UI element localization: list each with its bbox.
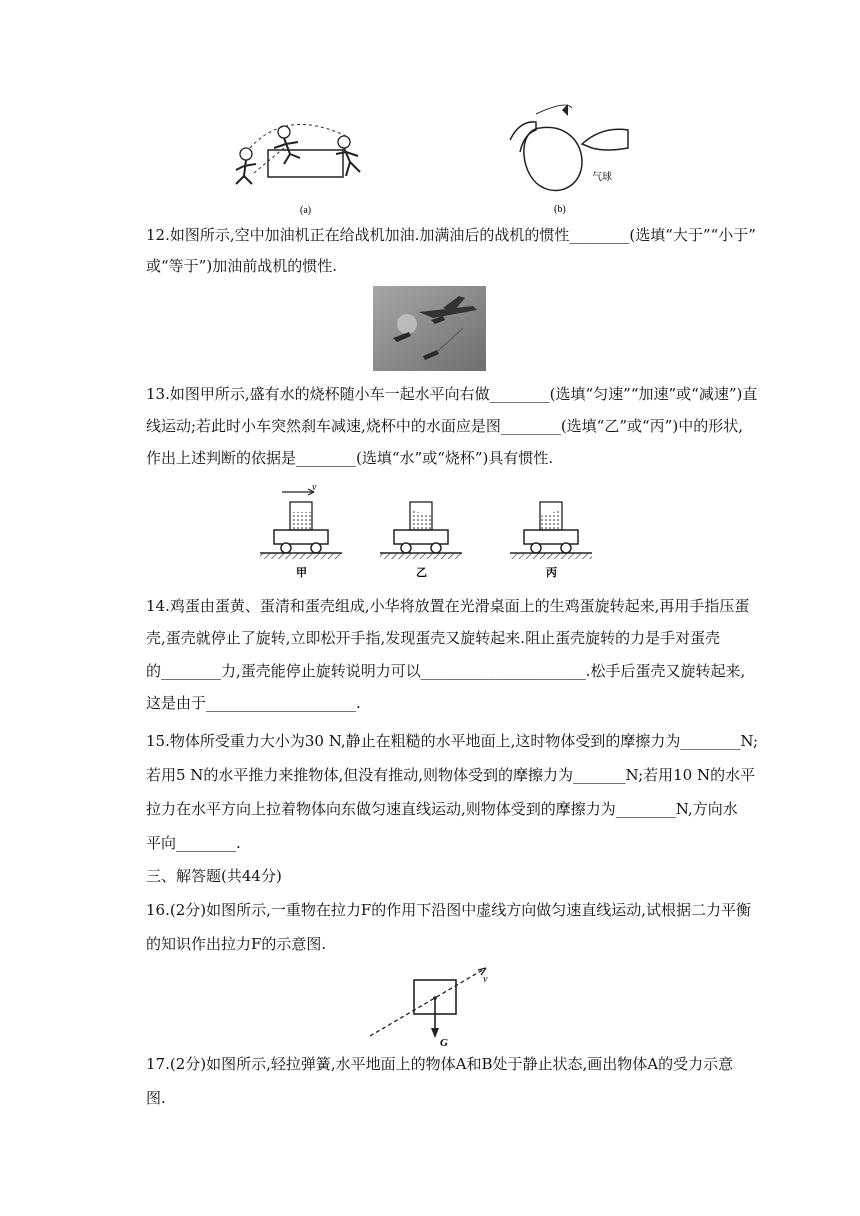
cart-yi (380, 502, 462, 559)
question-16-line-2: 的知识作出拉力F的示意图. (146, 935, 327, 953)
question-15-line-3: 拉力在水平方向上拉着物体向东做匀速直线运动,则物体受到的摩擦力为________N,方向水 (146, 800, 738, 818)
refueling-aircraft-photo (373, 286, 486, 371)
beaker-carts-figure (256, 482, 602, 582)
question-14-line-3: 的________力,蛋壳能停止旋转说明力可以______________________.松手后蛋壳又旋转起来, (146, 662, 746, 680)
question-14-line-4: 这是由于____________________. (146, 694, 361, 712)
fig-a-caption: (a) (300, 205, 312, 216)
question-13-line-3: 作出上述判断的依据是________(选填“水”或“烧杯”)具有惯性. (146, 449, 554, 467)
question-15-line-4: 平向________. (146, 834, 241, 852)
jumping-figure-a (226, 118, 386, 218)
balloon-figure-b (506, 100, 636, 218)
question-13-line-2: 线运动;若此时小车突然刹车减速,烧杯中的水面应是图________(选填“乙”或“丙”)中的形状, (146, 417, 743, 435)
question-15-line-1: 15.物体所受重力大小为30 N,静止在粗糙的水平地面上,这时物体受到的摩擦力为________N; (146, 732, 759, 750)
fig-b-caption: (b) (554, 204, 566, 215)
question-12-line-1: 12.如图所示,空中加油机正在给战机加油.加满油后的战机的惯性________(选填“大于”“小于” (146, 226, 756, 244)
caption-yi: 乙 (416, 567, 427, 579)
section-heading: 三、解答题(共44分) (146, 867, 282, 885)
balloon-label: 气球 (592, 172, 612, 183)
question-16-line-1: 16.(2分)如图所示,一重物在拉力F的作用下沿图中虚线方向做匀速直线运动,试根据二力平衡 (146, 901, 752, 919)
question-15-line-2: 若用5 N的水平推力来推物体,但没有推动,则物体受到的摩擦力为_______N;若用10 N的水平 (146, 766, 756, 784)
question-17-line-2: 图. (146, 1089, 166, 1107)
question-14-line-2: 壳,蛋壳就停止了旋转,立即松开手指,发现蛋壳又旋转起来.阻止蛋壳旋转的力是手对蛋壳 (146, 629, 721, 647)
question-17-line-1: 17.(2分)如图所示,轻拉弹簧,水平地面上的物体A和B处于静止状态,画出物体A的受力示意 (146, 1055, 734, 1073)
box-motion-figure (366, 960, 496, 1048)
gravity-label: G (440, 1037, 448, 1048)
velocity-label: v (312, 482, 317, 493)
cart-jia (260, 489, 342, 559)
velocity-label-2: v (483, 974, 488, 985)
question-14-line-1: 14.鸡蛋由蛋黄、蛋清和蛋壳组成,小华将放置在光滑桌面上的生鸡蛋旋转起来,再用手指压蛋 (146, 597, 750, 615)
cart-bing (510, 502, 592, 559)
caption-jia: 甲 (296, 567, 307, 579)
question-12-line-2: 或“等于”)加油前战机的惯性. (146, 257, 337, 275)
question-13-line-1: 13.如图甲所示,盛有水的烧杯随小车一起水平向右做________(选填“匀速”“加速”或“减速”)直 (146, 385, 758, 403)
caption-bing: 丙 (546, 567, 557, 579)
